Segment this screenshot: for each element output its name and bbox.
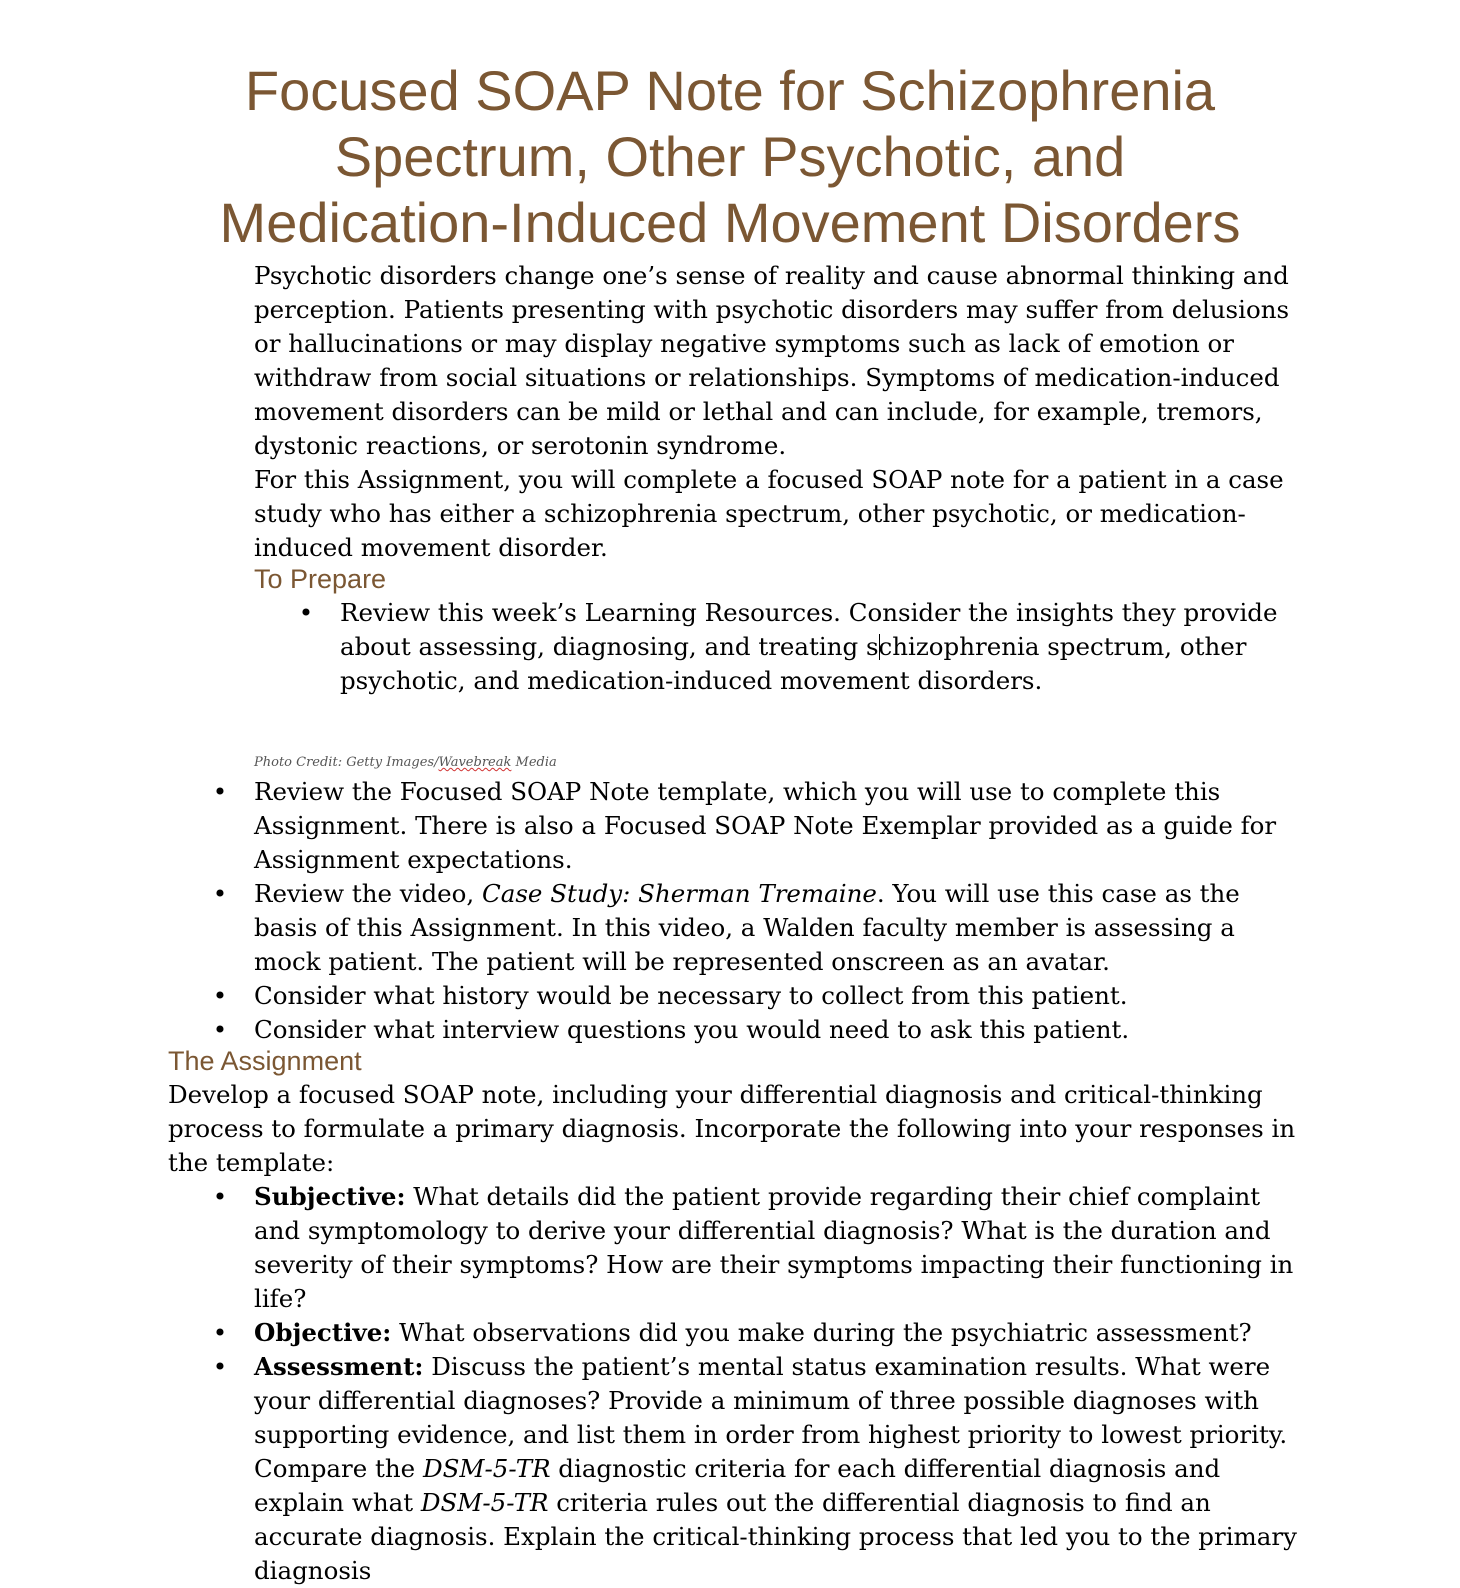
- photo-credit-text: Photo Credit: Getty Images/: [254, 755, 439, 770]
- to-prepare-list-continued: [212, 775, 1304, 1047]
- intro-section: [254, 259, 1314, 565]
- document-title: [150, 58, 1310, 256]
- list-item-text: Review the Focused SOAP Note template, which you will use to complete this Assignment. There is also a Focused SOAP Note Exemplar provided as a guide for Assignment expectations.: [254, 777, 1277, 874]
- assessment-label: Assessment:: [254, 1352, 424, 1381]
- objective-label: Objective:: [254, 1318, 392, 1347]
- list-item-text: . You will use this case as the basis of this Assignment. In this video, a Walden faculty member is assessing a mock patient. The patient will be represented onscreen as an avatar.: [254, 879, 1240, 976]
- photo-credit: [254, 755, 557, 770]
- bullet: •: [212, 1318, 228, 1347]
- intro-paragraph: For this Assignment, you will complete a focused SOAP note for a patient in a case study who has either a schizophrenia spectrum, other psychotic, or medication-induced movement disorder.: [254, 465, 1284, 562]
- spellcheck-flagged-word[interactable]: Wavebreak: [438, 755, 512, 770]
- video-title: Case Study: Sherman Tremaine: [481, 879, 877, 908]
- list-item: [212, 1180, 1304, 1316]
- list-item: [212, 979, 1304, 1013]
- list-item-text: diagnostic criteria for each differential diagnosis and explain what: [254, 1454, 1221, 1517]
- bullet: •: [212, 1015, 228, 1044]
- title-line: Medication-Induced Movement Disorders: [219, 191, 1241, 254]
- assignment-list: [212, 1180, 1304, 1588]
- list-item: [298, 596, 1300, 698]
- intro-paragraph: Psychotic disorders change one’s sense of reality and cause abnormal thinking and perception. Patients presenting with psychotic disorders may suffer from delusions or hallucinations or may display negative symptoms such as lack of emotion or withdraw from social situations or relationships. Symptoms of medication-induced movement disorders can be mild or lethal and can include, for example, tremors, dystonic reactions, or serotonin syndrome.: [254, 261, 1290, 460]
- bullet: •: [212, 981, 228, 1010]
- to-prepare-list: [298, 596, 1300, 698]
- assignment-intro: Develop a focused SOAP note, including your differential diagnosis and critical-thinking process to formulate a primary diagnosis. Incorporate the following into your responses in the template:: [168, 1080, 1296, 1177]
- list-item-text: Discuss the patient’s mental status examination results. What were your differential diagnoses? Provide a minimum of three possible diagnoses with supporting evidence, and list them in order from highest priority to lowest priority. Compare the: [254, 1352, 1288, 1483]
- list-item-text: Consider what history would be necessary to collect from this patient.: [254, 981, 1128, 1010]
- list-item: [212, 1013, 1304, 1047]
- list-item-text: Review the video,: [254, 879, 482, 908]
- list-item-text: What observations did you make during the psychiatric assessment?: [391, 1318, 1252, 1347]
- list-item-text: criteria rules out the differential diagnosis to find an accurate diagnosis. Explain the critical-thinking process that led you to the primary diagnosis: [254, 1488, 1297, 1585]
- list-item-text: chizophrenia spectrum, other psychotic, and medication-induced movement disorders.: [340, 632, 1247, 695]
- bullet: •: [212, 1352, 228, 1381]
- bullet: •: [212, 1182, 228, 1211]
- list-item: [212, 775, 1304, 877]
- list-item-text: Review this week’s Learning Resources. Consider the insights they provide about assessing, diagnosing, and treating s: [340, 598, 1278, 661]
- list-item-text: What details did the patient provide regarding their chief complaint and symptomology to derive your differential diagnosis? What is the duration and severity of their symptoms? How are their symptoms impacting their functioning in life?: [254, 1182, 1294, 1313]
- dsm-reference: DSM-5-TR: [422, 1454, 551, 1483]
- assignment-heading: The Assignment: [168, 1046, 362, 1076]
- bullet: •: [212, 879, 228, 908]
- bullet: •: [212, 777, 228, 806]
- dsm-reference: DSM-5-TR: [420, 1488, 549, 1517]
- title-line: Focused SOAP Note for Schizophrenia: [244, 59, 1216, 122]
- subjective-label: Subjective:: [254, 1182, 406, 1211]
- to-prepare-heading: To Prepare: [254, 564, 387, 594]
- bullet: •: [298, 598, 314, 627]
- list-item-text: Consider what interview questions you would need to ask this patient.: [254, 1015, 1130, 1044]
- photo-credit-text: Media: [511, 755, 557, 770]
- list-item: [212, 1350, 1304, 1588]
- list-item: [212, 877, 1304, 979]
- list-item: [212, 1316, 1304, 1350]
- title-line: Spectrum, Other Psychotic, and: [334, 125, 1126, 188]
